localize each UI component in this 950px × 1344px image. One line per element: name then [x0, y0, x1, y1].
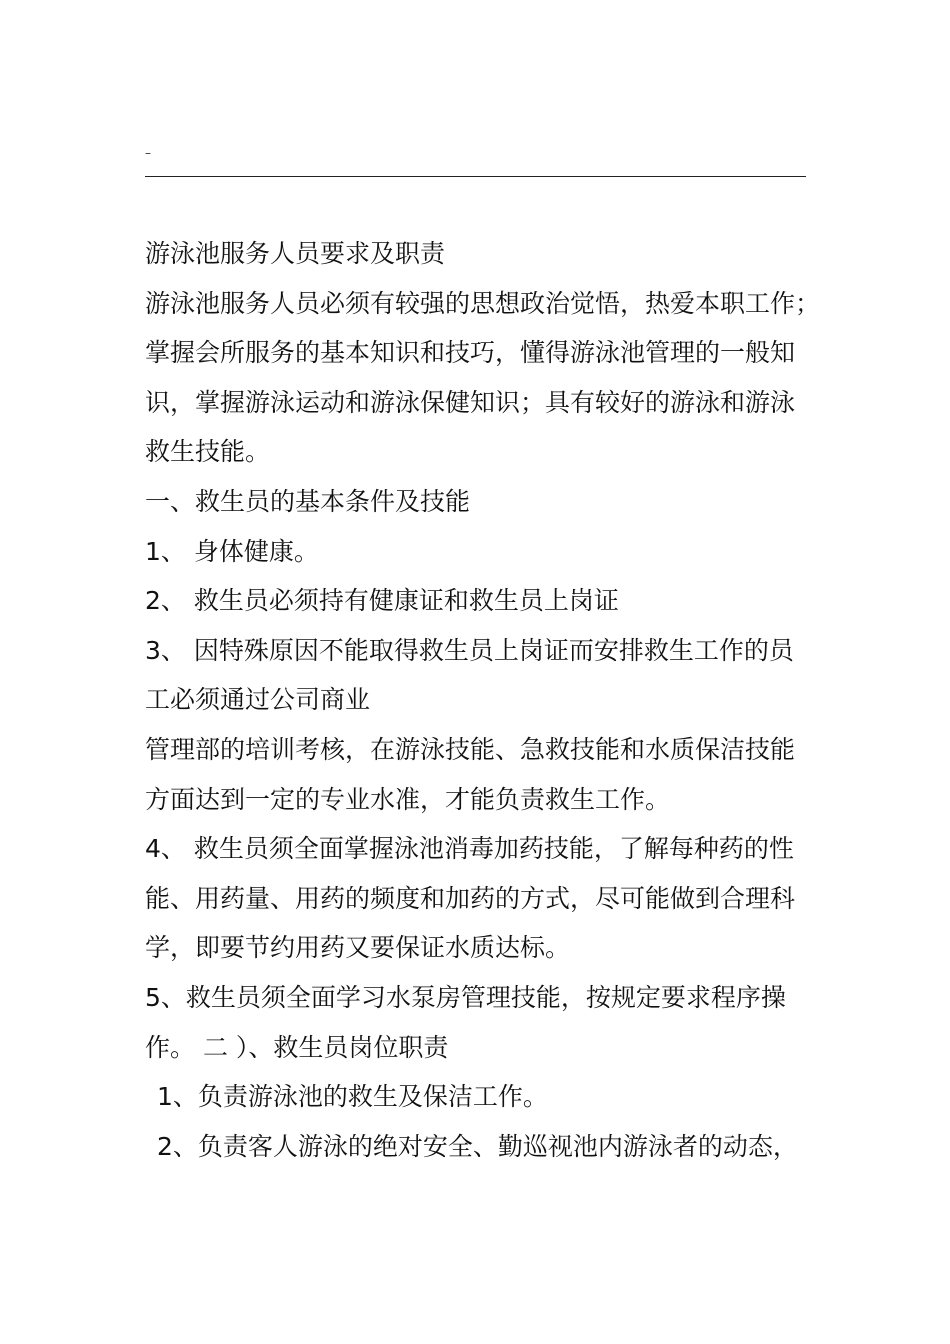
- list-item-5-line-1: 5、救生员须全面学习水泵房管理技能，按规定要求程序操: [145, 982, 786, 1012]
- duty-item-1: 1、负责游泳池的救生及保洁工作。: [157, 1082, 548, 1112]
- list-item-5-line-2: 作。 二 ）、救生员岗位职责: [145, 1032, 449, 1062]
- list-item-3-line-3: 管理部的培训考核，在游泳技能、急救技能和水质保洁技能: [145, 734, 796, 764]
- list-item-4-line-1: 4、 救生员须全面掌握泳池消毒加药技能，了解每种药的性: [145, 834, 794, 864]
- document-title: 游泳池服务人员要求及职责: [145, 239, 446, 268]
- header-mark: –: [145, 146, 151, 160]
- list-item-4-line-2: 能、用药量、用药的频度和加药的方式，尽可能做到合理科: [145, 883, 796, 913]
- document-body: [145, 229, 825, 1171]
- section-heading-1: 一、救生员的基本条件及技能: [145, 486, 471, 516]
- header-rule: [145, 176, 806, 177]
- list-item-1: 1、 身体健康。: [145, 536, 319, 566]
- list-item-2: 2、 救生员必须持有健康证和救生员上岗证: [145, 586, 619, 616]
- list-item-3-line-4: 方面达到一定的专业水准，才能负责救生工作。: [145, 784, 671, 814]
- list-item-3-line-1: 3、 因特殊原因不能取得救生员上岗证而安排救生工作的员: [145, 635, 794, 665]
- intro-paragraph-line-4: 救生技能。: [145, 437, 271, 467]
- duty-item-2: 2、负责客人游泳的绝对安全、勤巡视池内游泳者的动态，: [157, 1131, 798, 1161]
- intro-paragraph-line-2: 掌握会所服务的基本知识和技巧，懂得游泳池管理的一般知: [145, 338, 796, 368]
- list-item-3-line-2: 工必须通过公司商业: [145, 685, 371, 715]
- intro-paragraph-line-1: 游泳池服务人员必须有较强的思想政治觉悟，热爱本职工作；: [145, 288, 821, 318]
- intro-paragraph-line-3: 识，掌握游泳运动和游泳保健知识；具有较好的游泳和游泳: [145, 387, 796, 417]
- list-item-4-line-3: 学，即要节约用药又要保证水质达标。: [145, 933, 571, 963]
